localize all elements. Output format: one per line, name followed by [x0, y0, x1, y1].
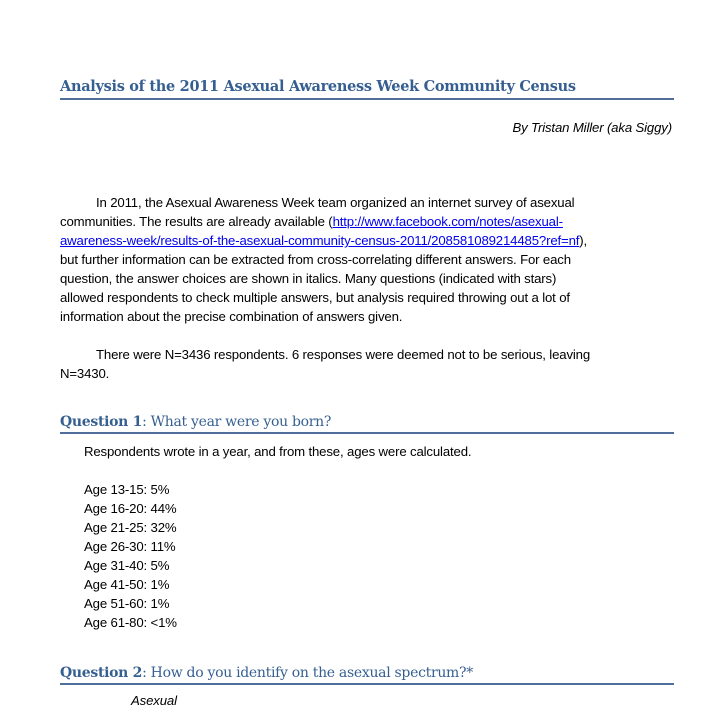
question-1-note: Respondents wrote in a year, and from these, ages were calculated. [84, 444, 472, 459]
byline: By Tristan Miller (aka Siggy) [512, 120, 672, 135]
list-item: Age 13-15: 5% [84, 482, 170, 497]
list-item: Age 21-25: 32% [84, 520, 177, 535]
question-2-heading: Question 2: How do you identify on the asexual spectrum?* [60, 665, 674, 685]
document-title: Analysis of the 2011 Asexual Awareness Week Community Census [60, 78, 674, 100]
list-item: Age 61-80: <1% [84, 615, 177, 630]
census-results-link[interactable]: http://www.facebook.com/notes/asexual- [332, 214, 563, 229]
census-results-link-cont[interactable]: awareness-week/results-of-the-asexual-community-census-2011/208581089214485?ref=nf [60, 233, 580, 248]
list-item: Age 51-60: 1% [84, 596, 170, 611]
list-item: Age 16-20: 44% [84, 501, 177, 516]
question-1-heading: Question 1: What year were you born? [60, 414, 674, 434]
respondents-paragraph: There were N=3436 respondents. 6 responses were deemed not to be serious, leaving N=3430. [60, 347, 591, 381]
question-2-choice: Asexual [131, 693, 177, 707]
age-list [84, 480, 177, 632]
list-item: Age 41-50: 1% [84, 577, 170, 592]
list-item: Age 26-30: 11% [84, 539, 176, 554]
intro-paragraph: In 2011, the Asexual Awareness Week team organized an internet survey of asexual communities. The results are already available (http://www.facebook.com/notes/asexual- awareness-week/results-of-the-asexual-community-census-2011/208581089214485?ref=nf), but further information can be extracted from cross-correlating different answers. For each question, the answer choices are shown in italics. Many questions (indicated with stars) allowed respondents to check multiple answers, but analysis required throwing out a lot of information about the precise combination of answers given. [60, 195, 588, 324]
list-item: Age 31-40: 5% [84, 558, 170, 573]
